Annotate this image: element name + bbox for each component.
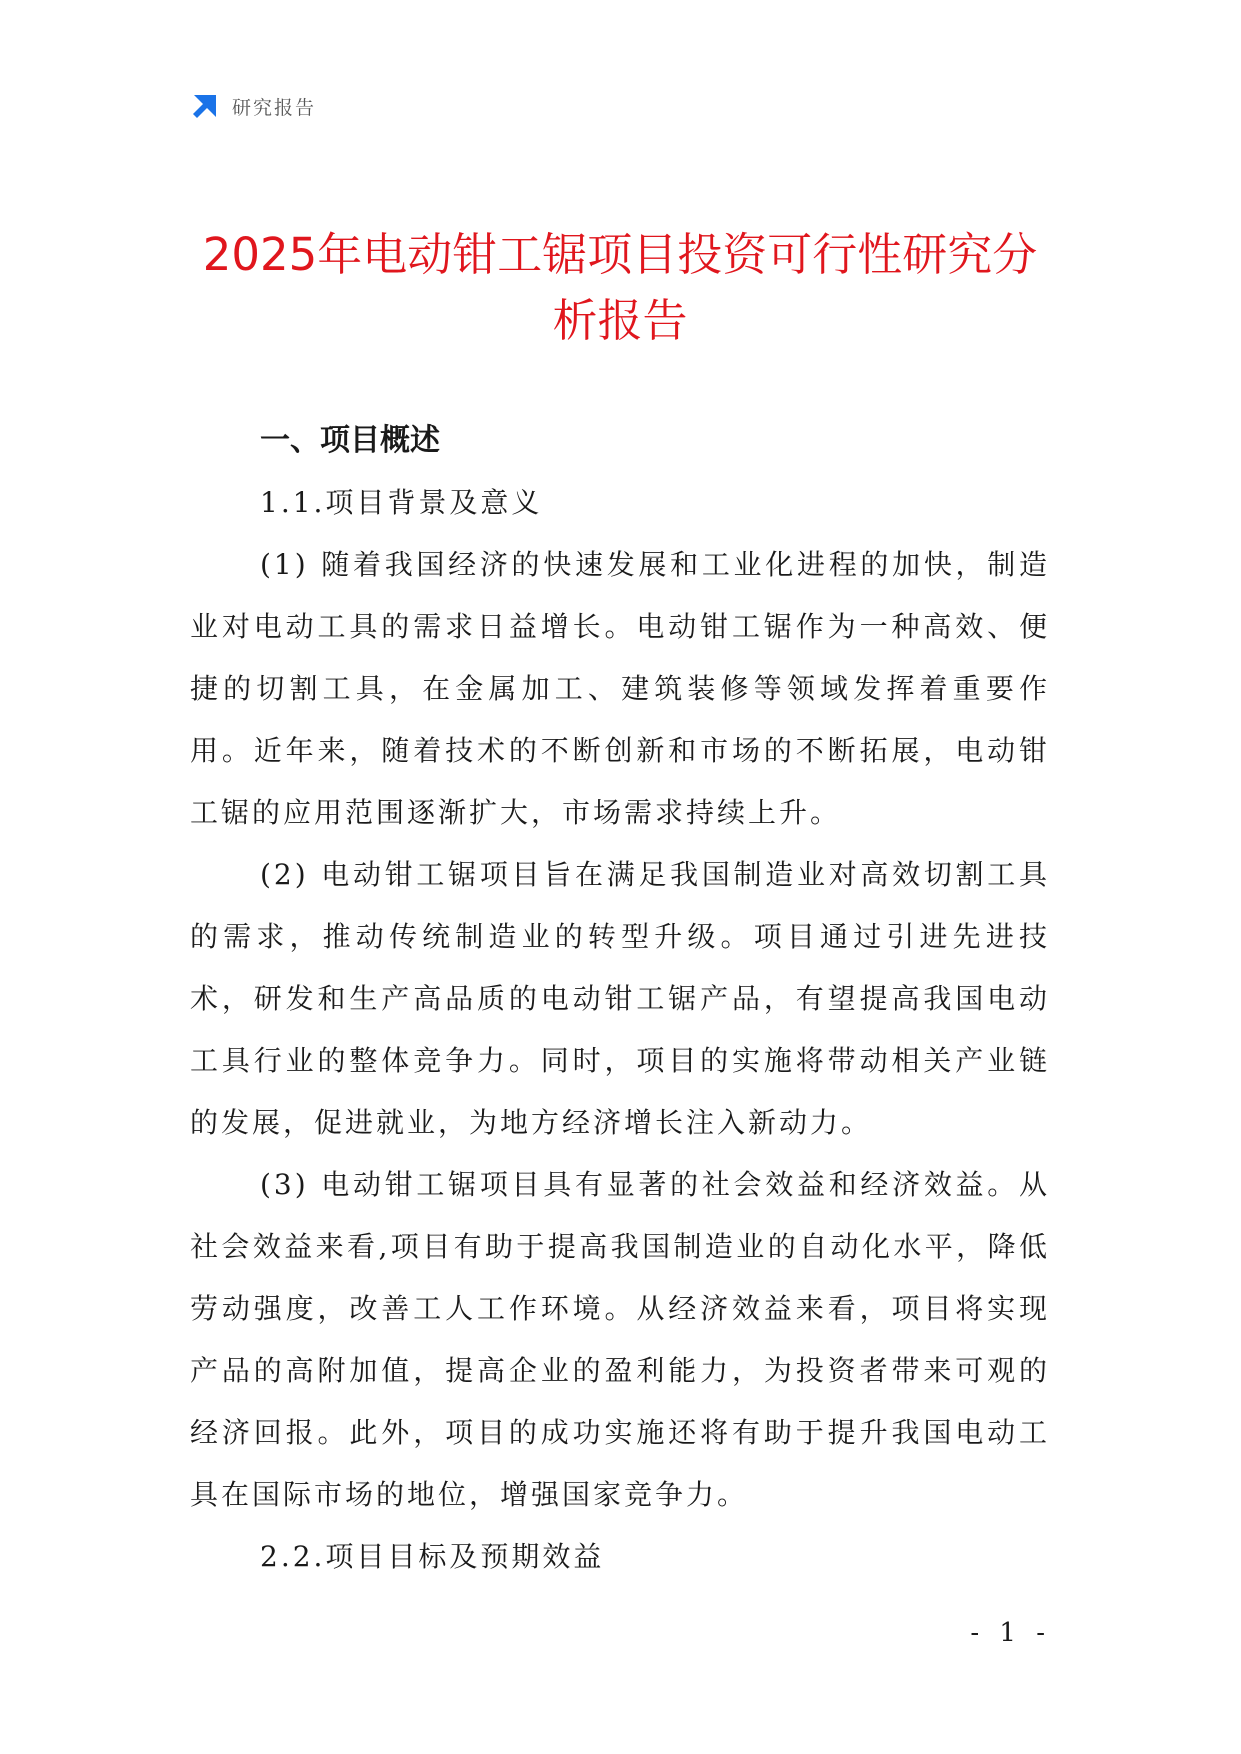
arrow-up-right-icon	[190, 91, 220, 121]
page-number: - 1 -	[970, 1618, 1051, 1648]
section-heading: 一、项目概述	[260, 423, 440, 458]
paragraph-3: (3) 电动钳工锯项目具有显著的社会效益和经济效益。从社会效益来看,项目有助于提高我国制造业的自动化水平，降低劳动强度，改善工人工作环境。从经济效益来看，项目将实现产品的高附加值，提高企业的盈利能力，为投资者带来可观的经济回报。此外，项目的成功实施还将有助于提升我国电动工具在国际市场的地位，增强国家竞争力。	[190, 1168, 1050, 1511]
document-title: 2025年电动钳工锯项目投资可行性研究分析报告	[202, 228, 1038, 347]
document-body	[190, 410, 1050, 1588]
paragraph-1: (1) 随着我国经济的快速发展和工业化进程的加快，制造业对电动工具的需求日益增长。电动钳工锯作为一种高效、便捷的切割工具，在金属加工、建筑装修等领域发挥着重要作用。近年来，随着技术的不断创新和市场的不断拓展，电动钳工锯的应用范围逐渐扩大，市场需求持续上升。	[190, 548, 1050, 829]
subsection-heading-background: 1.1.项目背景及意义	[260, 486, 543, 519]
paragraph-2: (2) 电动钳工锯项目旨在满足我国制造业对高效切割工具的需求，推动传统制造业的转型升级。项目通过引进先进技术，研发和生产高品质的电动钳工锯产品，有望提高我国电动工具行业的整体竞争力。同时，项目的实施将带动相关产业链的发展，促进就业，为地方经济增长注入新动力。	[190, 858, 1050, 1139]
page-header	[190, 90, 316, 122]
subsection-heading-goals: 2.2.项目目标及预期效益	[260, 1540, 605, 1573]
header-label: 研究报告	[232, 96, 317, 119]
